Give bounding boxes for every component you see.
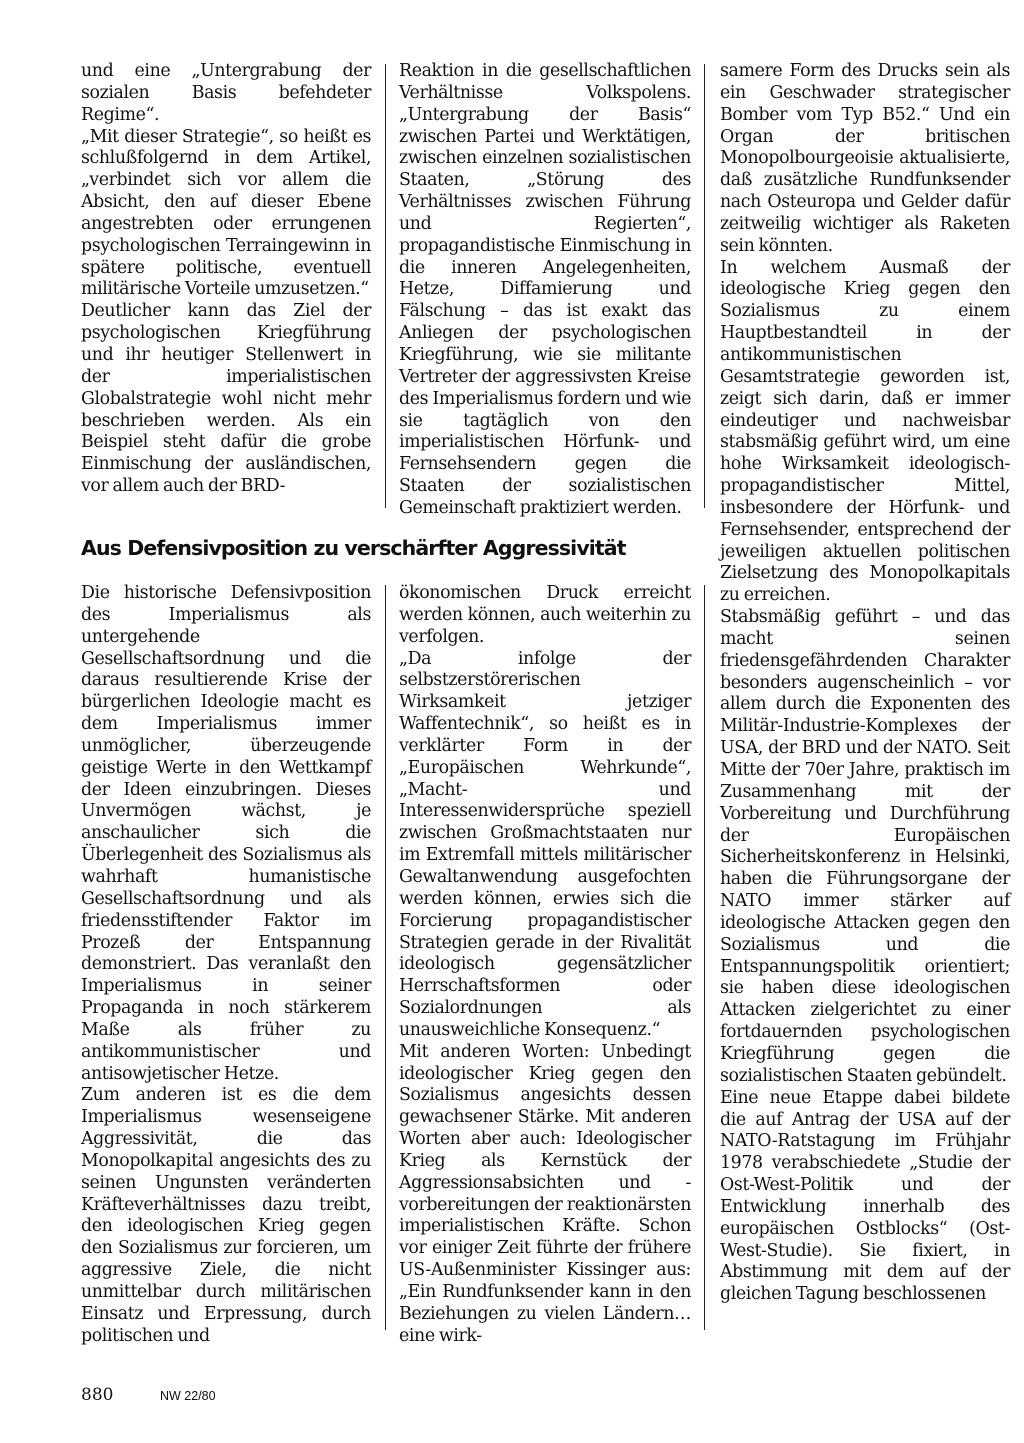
paragraph: „Mit dieser Strategie“, so heißt es schlußfolgernd in dem Artikel, „verbindet sich vor allem die Absicht, den auf dieser Ebene angestrebten oder errungenen psychologischen Terraingewinn in spätere politische, eventuell militärische Vorteile umzusetzen.“ <box>81 126 371 300</box>
column-2-top <box>399 61 691 520</box>
section-heading: Aus Defensivposition zu verschärfter Aggressivität <box>81 536 626 560</box>
column-3 <box>720 61 1010 1306</box>
page-number: 880 <box>81 1385 114 1405</box>
issue-label: NW 22/80 <box>160 1389 216 1403</box>
column-rule <box>704 64 705 508</box>
paragraph: samere Form des Drucks sein als ein Geschwader strategischer Bomber vom Typ B52.“ Und ein Organ der britischen Monopolbourgeoisie aktualisierte, daß zusätzliche Rundfunksender nach Osteuropa und Gelder dafür zeitweilig wichtiger als Raketen sein könnten. <box>720 61 1010 256</box>
paragraph: Mit anderen Worten: Unbedingt ideologischer Krieg gegen den Sozialismus angesichts dessen gewachsener Stärke. Mit anderen Worten aber auch: Ideologischer Krieg als Kernstück der Aggressionsabsichten und -vorbereitungen der reaktionärsten imperialistischen Kräfte. Schon vor einiger Zeit führte der frühere US-Außenminister Kissinger aus: „Ein Rundfunksender kann in den Beziehungen zu vielen Ländern… eine wirk- <box>399 1041 691 1346</box>
column-1-top <box>81 61 371 498</box>
paragraph: Stabsmäßig geführt – und das macht seinen friedensgefährdenden Charakter besonders augenscheinlich – vor allem durch die Exponenten des Militär-Industrie-Komplexes der USA, der BRD und der NATO. Seit Mitte der 70er Jahre, praktisch im Zusammenhang mit der Vorbereitung und Durchführung der Europäischen Sicherheitskonferenz in Helsinki, haben die Führungsorgane der NATO immer stärker auf ideologische Attacken gegen den Sozialismus und die Entspannungspolitik orientiert; sie haben diese ideologischen Attacken zielgerichtet zu einer fortdauernden psychologischen Kriegführung gegen die sozialistischen Staaten gebündelt. <box>720 607 1010 1086</box>
paragraph: Deutlicher kann das Ziel der psychologischen Kriegführung und ihr heutiger Stellenwert in der imperialistischen Globalstrategie wohl nicht mehr beschrieben werden. Als ein Beispiel steht dafür die grobe Einmischung der ausländischen, vor allem auch der BRD- <box>81 301 371 497</box>
paragraph: „Da infolge der selbstzerstörerischen Wirksamkeit jetziger Waffentechnik“, so heißt es in verklärter Form in der „Europäischen Wehrkunde“, „Macht- und Interessenwidersprüche speziell zwischen Großmachtstaaten nur im Extremfall mittels militärischer Gewaltanwendung ausgefochten werden können, erwies sich die Forcierung propagandistischer Strategien gerade in der Rivalität ideologisch gegensätzlicher Herrschaftsformen oder Sozialordnungen als unausweichliche Konsequenz.“ <box>399 648 691 1040</box>
paragraph: und eine „Untergrabung der sozialen Basis befehdeter Regime“. <box>81 61 371 125</box>
column-2-bottom <box>399 583 691 1348</box>
column-1-bottom <box>81 583 371 1348</box>
paragraph: ökonomischen Druck erreicht werden können, auch weiterhin zu verfolgen. <box>399 583 691 647</box>
column-rule <box>385 64 386 508</box>
paragraph: Die historische Defensivposition des Imperialismus als untergehende Gesellschaftsordnung und die daraus resultierende Krise der bürgerlichen Ideologie macht es dem Imperialismus immer unmöglicher, überzeugende geistige Werte in den Wettkampf der Ideen einzubringen. Dieses Unvermögen wächst, je anschaulicher sich die Überlegenheit des Sozialismus als wahrhaft humanistische Gesellschaftsordnung und als friedensstiftender Faktor im Prozeß der Entspannung demonstriert. Das veranlaßt den Imperialismus in seiner Propaganda in noch stärkerem Maße als früher zu antikommunistischer und antisowjetischer Hetze. <box>81 583 371 1084</box>
column-rule <box>385 585 386 1330</box>
paragraph: Eine neue Etappe dabei bildete die auf Antrag der USA auf der NATO-Ratstagung im Frühjahr 1978 verabschiedete „Studie der Ost-West-Politik und der Entwicklung innerhalb des europäischen Ostblocks“ (Ost-West-Studie). Sie fixiert, in Abstimmung mit dem auf der gleichen Tagung beschlossenen <box>720 1087 1010 1305</box>
paragraph: In welchem Ausmaß der ideologische Krieg gegen den Sozialismus zu einem Hauptbestandteil in der antikommunistischen Gesamtstrategie geworden ist, zeigt sich darin, daß er immer eindeutiger und nachweisbar stabsmäßig geführt wird, um eine hohe Wirksamkeit ideologisch-propagandistischer Mittel, insbesondere der Hörfunk- und Fernsehsender, entsprechend der jeweiligen aktuellen politischen Zielsetzung des Monopolkapitals zu erreichen. <box>720 257 1010 606</box>
paragraph: Reaktion in die gesellschaftlichen Verhältnisse Volkspolens. „Untergrabung der Basis“ zwischen Partei und Werktätigen, zwischen einzelnen sozialistischen Staaten, „Störung des Verhältnisses zwischen Führung und Regierten“, propagandistische Einmischung in die inneren Angelegenheiten, Hetze, Diffamierung und Fälschung – das ist exakt das Anliegen der psychologischen Kriegführung, wie sie militante Vertreter der aggressivsten Kreise des Imperialismus fordern und wie sie tagtäglich von den imperialistischen Hörfunk- und Fernsehsendern gegen die Staaten der sozialistischen Gemeinschaft praktiziert werden. <box>399 61 691 518</box>
column-rule <box>704 585 705 1330</box>
paragraph: Zum anderen ist es die dem Imperialismus wesenseigene Aggressivität, die das Monopolkapital angesichts des zu seinen Ungunsten veränderten Kräfteverhältnisses dazu treibt, den ideologischen Krieg gegen den Sozialismus zur forcieren, um aggressive Ziele, die nicht unmittelbar durch militärischen Einsatz und Erpressung, durch politischen und <box>81 1085 371 1346</box>
